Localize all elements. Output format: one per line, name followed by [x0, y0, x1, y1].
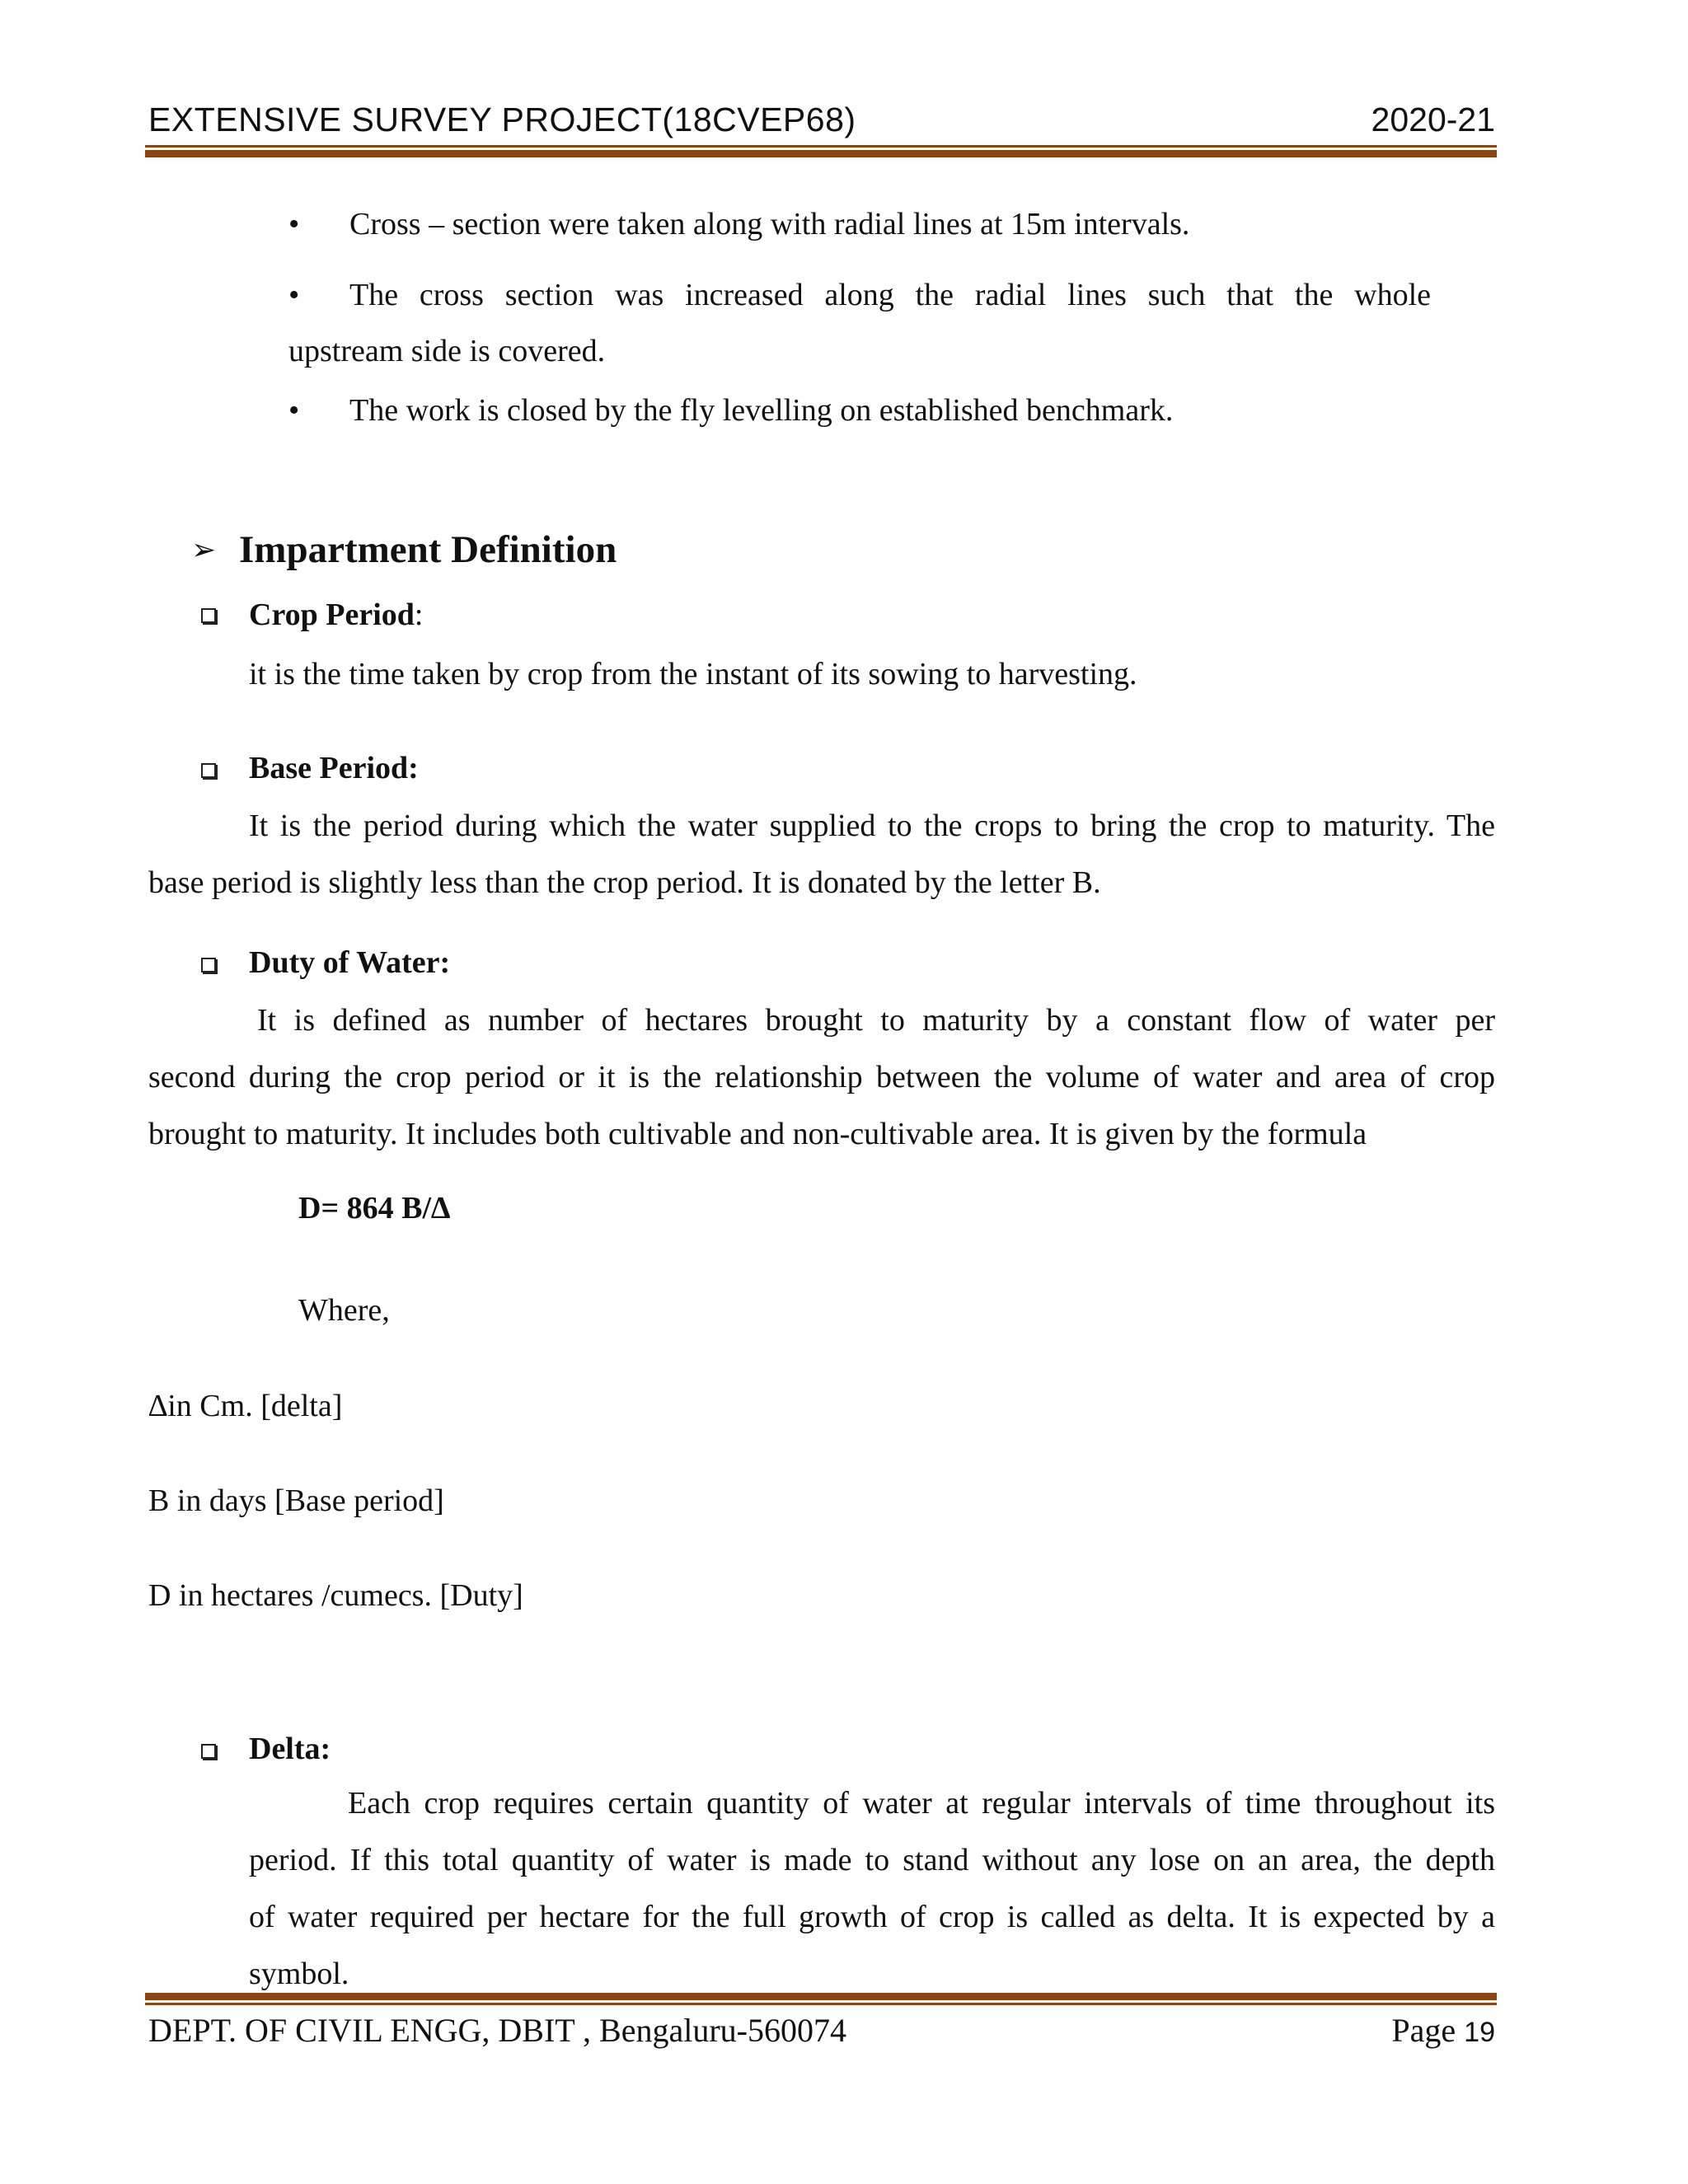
checkbox-bullet-icon	[201, 958, 216, 972]
footer-department: DEPT. OF CIVIL ENGG, DBIT , Bengaluru-560074	[148, 2012, 846, 2049]
bullet-marker: •	[288, 278, 300, 312]
duty-formula: D= 864 B/∆	[298, 1191, 451, 1226]
bullet-marker: •	[288, 207, 300, 241]
bullet-item-3: • The work is closed by the fly levelling on established benchmark.	[288, 382, 1442, 438]
base-period-line-1: It is the period during which the water supplied to the crops to bring the crop to maturity. The	[249, 808, 1495, 843]
page-label: Page	[1391, 2012, 1456, 2049]
base-period-line-2: base period is slightly less than the crop period. It is donated by the letter B.	[148, 865, 1101, 900]
bullet-marker: •	[288, 393, 300, 428]
duty-line-1: It is defined as number of hectares brought to maturity by a constant flow of water per	[257, 1003, 1495, 1038]
header-title: EXTENSIVE SURVEY PROJECT(18CVEP68)	[148, 101, 856, 138]
footer-page	[1391, 2011, 1495, 2050]
checkbox-bullet-icon	[201, 1744, 216, 1759]
definition-delta: ∆in Cm. [delta]	[148, 1389, 343, 1423]
footer-rule-thick	[145, 1993, 1497, 2000]
checkbox-bullet-icon	[201, 763, 216, 778]
duty-line-3: brought to maturity. It includes both cultivable and non-cultivable area. It is given by the formula	[148, 1117, 1367, 1151]
footer-rule-thin	[145, 2003, 1497, 2005]
delta-line-2: period. If this total quantity of water is made to stand without any lose on an area, the depth	[249, 1843, 1495, 1877]
delta-title: Delta:	[249, 1732, 331, 1766]
delta-line-1: Each crop requires certain quantity of water at regular intervals of time throughout its	[348, 1786, 1495, 1821]
header-rule-thick	[145, 150, 1497, 157]
bullet-item-1: • Cross – section were taken along with radial lines at 15m intervals.	[288, 196, 1442, 252]
header-rule-thin	[145, 145, 1497, 148]
definition-duty: D in hectares /cumecs. [Duty]	[148, 1578, 523, 1613]
delta-line-4: symbol.	[249, 1957, 349, 1991]
bullet-item-2-continued: upstream side is covered.	[288, 334, 606, 368]
duty-line-2: second during the crop period or it is the relationship between the volume of water and area of crop	[148, 1060, 1495, 1094]
page-number: 19	[1464, 2017, 1495, 2048]
checkbox-bullet-icon	[201, 608, 216, 623]
arrow-bullet-icon: ➢	[191, 533, 217, 566]
delta-line-3: of water required per hectare for the full growth of crop is called as delta. It is expected by a	[249, 1900, 1495, 1934]
bullet-item-2: • The cross section was increased along the radial lines such that the whole	[288, 267, 1431, 323]
header-year: 2020-21	[1371, 101, 1495, 138]
duty-title: Duty of Water:	[249, 945, 451, 980]
where-label: Where,	[298, 1293, 390, 1328]
base-period-title: Base Period:	[249, 751, 419, 785]
crop-period-text: it is the time taken by crop from the instant of its sowing to harvesting.	[249, 657, 1137, 691]
section-title: Impartment Definition	[239, 528, 617, 571]
definition-base-period: B in days [Base period]	[148, 1483, 444, 1518]
crop-period-title: Crop Period:	[249, 598, 424, 632]
